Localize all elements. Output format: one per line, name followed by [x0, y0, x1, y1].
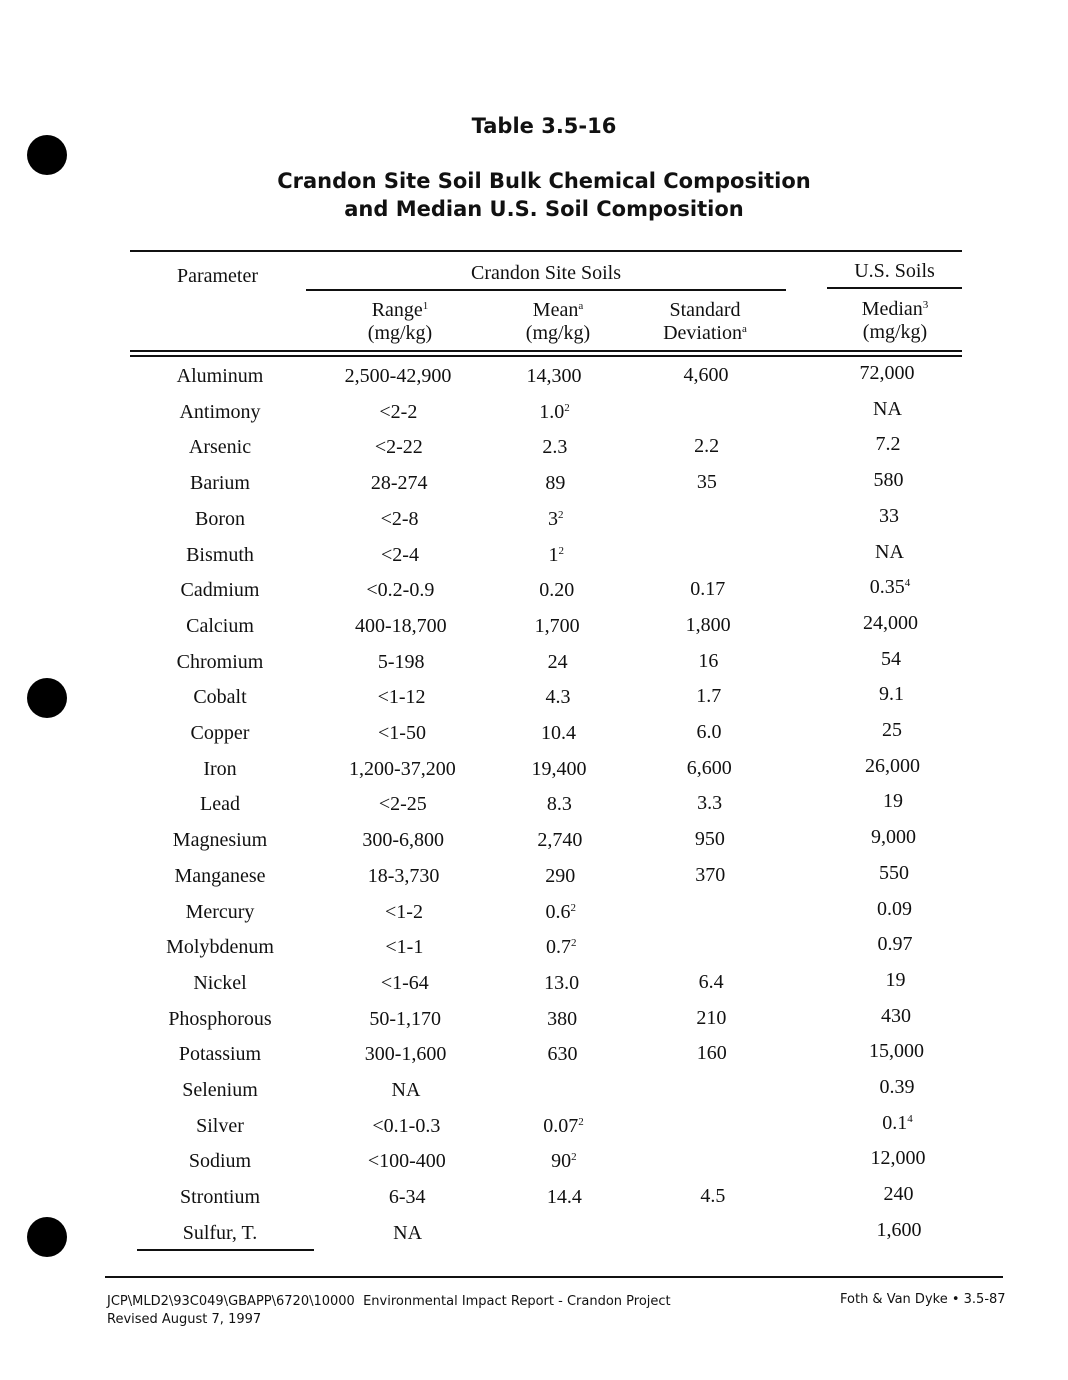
- std-cell: [610, 792, 810, 815]
- std-cell: [609, 721, 809, 744]
- median-cell-value: 0.1: [882, 1111, 908, 1134]
- median-label: Median: [861, 298, 923, 320]
- parameter-cell: [120, 865, 320, 888]
- std-cell-value: 2.2: [694, 435, 720, 458]
- median-header: [820, 298, 970, 344]
- parameter-column-end-rule: [137, 1249, 314, 1251]
- range-cell-value: 5-198: [377, 650, 425, 673]
- mean-cell-value: 24: [547, 650, 568, 673]
- parameter-cell-value: Cadmium: [180, 579, 260, 602]
- std-cell: [609, 757, 809, 780]
- median-cell: [794, 826, 994, 849]
- median-cell: [796, 969, 996, 992]
- median-cell-value: NA: [875, 540, 904, 563]
- range-cell-value: 28-274: [370, 472, 428, 495]
- median-cell-footnote: 4: [904, 577, 911, 590]
- median-cell-value: 9.1: [879, 683, 904, 706]
- mean-cell-value: 2,740: [537, 829, 583, 852]
- median-cell-value: 72,000: [859, 362, 915, 384]
- binder-hole-middle: [27, 678, 67, 718]
- range-cell-value: 1,200-37,200: [349, 757, 456, 780]
- table-number: Table 3.5-16: [471, 114, 617, 138]
- median-cell-value: 9,000: [871, 826, 916, 849]
- table-title-line2: and Median U.S. Soil Composition: [344, 197, 744, 221]
- parameter-cell-value: Silver: [196, 1114, 244, 1137]
- parameter-cell-value: Barium: [190, 472, 250, 495]
- footer-page: 3.5-87: [963, 1292, 1006, 1307]
- mean-cell-value: 1: [548, 543, 559, 566]
- mean-cell-value: 630: [547, 1043, 578, 1066]
- us-soils-header: U.S. Soils: [854, 260, 935, 282]
- median-cell-value: 0.35: [869, 576, 905, 599]
- std-cell: [608, 650, 808, 673]
- parameter-cell-value: Chromium: [176, 650, 264, 673]
- mean-cell-value: 89: [545, 472, 566, 495]
- mean-cell-value: 10.4: [541, 722, 576, 744]
- range-cell-value: <2-25: [378, 793, 427, 816]
- median-cell: [787, 362, 987, 385]
- parameter-cell-value: Cobalt: [193, 686, 247, 709]
- parameter-cell: [120, 1079, 320, 1102]
- std-cell-value: 950: [694, 828, 725, 851]
- std-cell-value: 35: [696, 471, 717, 494]
- header-bottom-rule-2: [130, 355, 962, 357]
- range-unit: (mg/kg): [367, 322, 433, 344]
- median-cell: [789, 469, 989, 492]
- mean-cell-footnote: 2: [558, 544, 564, 557]
- median-cell-value: 240: [883, 1183, 914, 1206]
- footer-revised: Revised August 7, 1997: [107, 1312, 262, 1327]
- parameter-cell-value: Copper: [190, 722, 250, 744]
- range-cell-value: 6-34: [388, 1186, 426, 1209]
- mean-label: Mean: [532, 299, 579, 321]
- parameter-cell-value: Arsenic: [188, 436, 252, 459]
- parameter-cell: [120, 793, 320, 816]
- range-cell-value: <1-2: [385, 900, 423, 923]
- range-cell-value: 300-6,800: [362, 829, 445, 852]
- median-cell-value: 0.39: [879, 1076, 915, 1098]
- range-cell: [308, 1222, 508, 1245]
- parameter-cell: [120, 686, 320, 709]
- range-cell-value: <2-8: [380, 507, 419, 530]
- median-cell-value: 550: [879, 861, 909, 884]
- header-bottom-rule-1: [130, 350, 962, 352]
- median-cell: [788, 433, 988, 456]
- mean-cell-value: 14.4: [546, 1186, 582, 1209]
- median-cell: [795, 898, 995, 921]
- median-cell: [795, 933, 995, 956]
- median-cell-value: 19: [883, 790, 903, 813]
- std-label2: Deviation: [663, 322, 742, 344]
- mean-cell-value: 8.3: [546, 793, 572, 816]
- parameter-header: Parameter: [176, 265, 259, 287]
- mean-cell: [456, 544, 656, 567]
- footer-right: [840, 1292, 1006, 1307]
- mean-header: [478, 299, 638, 345]
- parameter-cell-value: Mercury: [185, 900, 255, 923]
- mean-cell-value: 0.7: [545, 936, 571, 959]
- footer-bullet: •: [951, 1292, 960, 1307]
- range-cell-value: 18-3,730: [367, 864, 440, 887]
- median-cell-value: 26,000: [865, 754, 920, 777]
- std-cell: [611, 1007, 811, 1030]
- range-cell-value: 400-18,700: [354, 614, 447, 637]
- parameter-cell: [120, 401, 320, 424]
- range-cell-value: 300-1,600: [364, 1043, 447, 1066]
- footer-left: [107, 1294, 671, 1327]
- median-cell-value: 430: [881, 1004, 911, 1027]
- std-cell: [610, 864, 810, 887]
- mean-cell-value: 14,300: [526, 365, 582, 387]
- parameter-cell-value: Sulfur, T.: [182, 1221, 258, 1244]
- median-cell: [796, 1005, 996, 1028]
- std-cell-value: 16: [698, 649, 719, 672]
- parameter-cell-value: Selenium: [182, 1079, 258, 1101]
- footer-rule: [105, 1276, 1003, 1278]
- parameter-cell: [120, 651, 320, 674]
- parameter-cell: [120, 1115, 320, 1138]
- range-cell-value: <1-1: [385, 936, 424, 959]
- median-cell-value: 580: [873, 469, 904, 492]
- mean-cell-value: 0.20: [539, 579, 575, 602]
- median-cell: [793, 790, 993, 813]
- mean-cell-footnote: 2: [558, 508, 564, 521]
- parameter-cell-value: Strontium: [179, 1186, 260, 1209]
- binder-hole-bottom: [27, 1217, 67, 1257]
- std-cell: [606, 364, 806, 387]
- parameter-cell: [120, 365, 320, 388]
- parameter-cell: [120, 758, 320, 781]
- mean-cell-value: 4.3: [545, 686, 571, 709]
- parameter-cell: [120, 722, 320, 745]
- std-cell-value: 4,600: [683, 364, 729, 386]
- median-cell-value: 15,000: [869, 1040, 924, 1063]
- mean-cell-footnote: 2: [570, 901, 576, 914]
- median-cell-value: 12,000: [870, 1147, 926, 1170]
- range-cell-value: <100-400: [367, 1150, 446, 1173]
- std-cell: [611, 971, 811, 994]
- median-cell: [799, 1219, 999, 1242]
- std-cell: [608, 614, 808, 637]
- median-cell: [793, 755, 993, 778]
- parameter-cell: [120, 472, 320, 495]
- median-cell-value: 0.97: [877, 933, 913, 956]
- mean-cell-value: 290: [545, 864, 576, 887]
- parameter-cell: [120, 544, 320, 567]
- mean-cell-value: 380: [547, 1007, 578, 1030]
- median-cell-value: 33: [879, 504, 899, 527]
- mean-cell-footnote: 2: [564, 401, 570, 414]
- median-unit: (mg/kg): [862, 321, 928, 343]
- parameter-cell-value: Aluminum: [176, 365, 264, 387]
- std-note: a: [741, 323, 747, 335]
- mean-cell-value: 13.0: [544, 971, 580, 994]
- range-cell-value: <2-22: [374, 436, 423, 459]
- std-cell-value: 210: [696, 1006, 727, 1029]
- std-cell-value: 1.7: [696, 685, 722, 708]
- median-cell: [791, 648, 991, 671]
- median-cell: [792, 719, 992, 742]
- footer-report: Environmental Impact Report - Crandon Project: [363, 1294, 671, 1309]
- std-cell-value: 6.0: [696, 721, 722, 743]
- range-cell-value: 50-1,170: [369, 1007, 442, 1030]
- std-header: [625, 299, 785, 345]
- range-note: 1: [422, 300, 429, 312]
- range-cell-value: <1-12: [377, 686, 426, 709]
- median-cell-value: 54: [881, 647, 901, 670]
- mean-cell-value: 0.6: [545, 900, 571, 923]
- std-label: Standard: [669, 299, 741, 321]
- mean-cell-value: 19,400: [531, 757, 587, 780]
- parameter-cell-value: Lead: [200, 793, 240, 816]
- std-cell-value: 6.4: [698, 970, 724, 993]
- range-cell-value: <2-4: [381, 543, 419, 566]
- parameter-cell-value: Boron: [195, 507, 245, 530]
- median-cell-footnote: 4: [907, 1112, 913, 1125]
- std-cell: [609, 685, 809, 708]
- range-cell-value: <2-2: [379, 400, 418, 423]
- median-cell: [798, 1112, 998, 1135]
- std-cell: [612, 1042, 812, 1065]
- range-cell-value: <1-64: [380, 971, 429, 994]
- range-label: Range: [371, 299, 423, 321]
- mean-cell-value: 2.3: [542, 436, 568, 459]
- median-cell: [790, 576, 990, 599]
- median-cell-value: 24,000: [863, 611, 918, 634]
- parameter-cell: [120, 829, 320, 852]
- parameter-cell: [120, 972, 320, 995]
- std-cell: [613, 1185, 813, 1208]
- parameter-cell: [120, 436, 320, 459]
- mean-cell-value: 1.0: [539, 400, 565, 423]
- range-cell-value: 2,500-42,900: [344, 365, 452, 387]
- median-note: 3: [922, 299, 929, 311]
- median-cell: [798, 1147, 998, 1170]
- footer-path: JCP\MLD2\93C049\GBAPP\6720\10000: [107, 1294, 355, 1309]
- range-cell-value: <1-50: [378, 722, 426, 744]
- parameter-cell-value: Phosphorous: [168, 1007, 272, 1030]
- std-cell-value: 160: [696, 1042, 727, 1065]
- mean-cell-value: 3: [548, 507, 559, 530]
- table-top-rule: [130, 250, 962, 252]
- median-cell-value: 1,600: [876, 1218, 922, 1241]
- parameter-cell-value: Manganese: [174, 864, 266, 887]
- median-cell-value: 25: [882, 719, 902, 741]
- median-cell: [799, 1183, 999, 1206]
- mean-cell: [454, 401, 654, 424]
- median-cell: [788, 398, 988, 421]
- std-cell-value: 4.5: [700, 1185, 726, 1208]
- parameter-cell-value: Potassium: [178, 1043, 262, 1066]
- range-cell-value: <0.2-0.9: [366, 579, 435, 602]
- median-cell-value: 0.09: [877, 897, 912, 920]
- range-header: [320, 299, 480, 345]
- std-cell-value: 0.17: [690, 578, 726, 601]
- median-cell: [797, 1076, 997, 1099]
- median-cell: [791, 612, 991, 635]
- mean-cell-value: 1,700: [534, 614, 580, 637]
- range-cell-value: NA: [393, 1221, 423, 1244]
- range-cell: [306, 1079, 506, 1102]
- std-cell-value: 370: [695, 863, 726, 886]
- parameter-cell: [120, 1150, 320, 1173]
- crandon-group-rule: [306, 289, 786, 291]
- mean-cell: [456, 508, 656, 531]
- mean-cell: [464, 1150, 664, 1173]
- footer-company: Foth & Van Dyke: [840, 1292, 948, 1307]
- parameter-cell-value: Molybdenum: [166, 936, 274, 959]
- parameter-cell: [120, 508, 320, 531]
- parameter-cell: [120, 1043, 320, 1066]
- parameter-cell-value: Sodium: [188, 1150, 252, 1173]
- parameter-cell-value: Antimony: [179, 400, 261, 423]
- mean-cell-value: 0.07: [543, 1114, 579, 1137]
- parameter-cell: [120, 901, 320, 924]
- std-cell-value: 3.3: [697, 792, 723, 815]
- std-cell: [610, 828, 810, 851]
- median-cell: [790, 541, 990, 564]
- parameter-cell-value: Calcium: [186, 614, 254, 637]
- parameter-cell-value: Magnesium: [172, 829, 268, 852]
- mean-cell-value: 90: [551, 1150, 572, 1173]
- parameter-cell: [120, 579, 320, 602]
- parameter-cell: [120, 615, 320, 638]
- mean-unit: (mg/kg): [525, 322, 591, 344]
- mean-cell: [461, 901, 661, 924]
- std-cell: [608, 578, 808, 601]
- median-cell-value: 19: [885, 968, 906, 991]
- range-cell-value: <0.1-0.3: [372, 1114, 441, 1137]
- parameter-cell: [120, 1008, 320, 1031]
- median-cell: [792, 683, 992, 706]
- table-title-line1: Crandon Site Soil Bulk Chemical Composition: [277, 169, 811, 193]
- std-cell: [607, 435, 807, 458]
- parameter-cell-value: Bismuth: [186, 543, 254, 566]
- mean-cell: [463, 1115, 663, 1138]
- parameter-cell-value: Iron: [203, 757, 237, 780]
- parameter-cell: [120, 936, 320, 959]
- std-cell-value: 1,800: [685, 613, 731, 636]
- crandon-soils-header: Crandon Site Soils: [470, 262, 621, 284]
- median-cell-value: 7.2: [875, 433, 901, 456]
- mean-cell-footnote: 2: [570, 937, 577, 950]
- std-cell: [607, 471, 807, 494]
- parameter-cell: [120, 1222, 320, 1245]
- std-cell-value: 6,600: [686, 756, 732, 779]
- median-cell: [797, 1040, 997, 1063]
- mean-note: a: [578, 300, 584, 312]
- parameter-cell-value: Nickel: [193, 971, 247, 994]
- parameter-cell: [120, 1186, 320, 1209]
- median-cell-value: NA: [873, 397, 902, 420]
- mean-cell: [461, 936, 661, 959]
- range-cell-value: NA: [391, 1079, 421, 1101]
- mean-cell-footnote: 2: [571, 1151, 577, 1164]
- mean-cell-footnote: 2: [578, 1115, 584, 1128]
- us-group-rule: [827, 287, 962, 289]
- median-cell: [794, 862, 994, 885]
- median-cell: [789, 505, 989, 528]
